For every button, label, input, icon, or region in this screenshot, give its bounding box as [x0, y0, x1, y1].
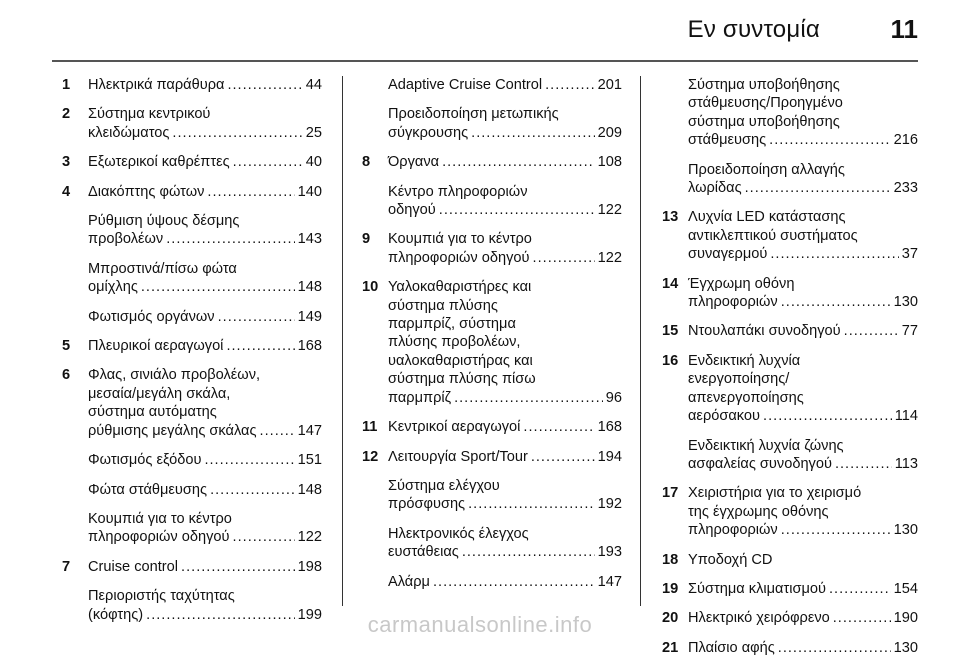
entry-label: ομίχλης	[88, 279, 138, 296]
entry-label: λωρίδας	[688, 180, 742, 197]
entry-text-line: Περιοριστής ταχύτητας	[88, 588, 235, 605]
entry-number: 5	[62, 338, 71, 355]
dot-leader	[207, 183, 294, 201]
entry-row	[688, 521, 918, 539]
entry-label: παρμπρίζ	[388, 389, 452, 406]
index-entry	[362, 525, 622, 562]
entry-row	[88, 422, 322, 440]
entry-page-number: 130	[893, 639, 918, 656]
entry-page-number: 147	[297, 422, 322, 439]
entry-label: Ντουλαπάκι συνοδηγού	[688, 323, 841, 340]
entry-row	[88, 481, 322, 499]
entry-page-number: 190	[893, 610, 918, 627]
entry-label: ευστάθειας	[388, 544, 459, 561]
dot-leader	[218, 308, 295, 326]
entry-text-line: μεσαία/μεγάλη σκάλα,	[88, 385, 231, 402]
entry-text-line: Κουμπιά για το κέντρο	[388, 231, 532, 248]
entry-number: 4	[62, 183, 71, 200]
entry-text-line: στάθμευσης/Προηγμένο	[688, 95, 843, 112]
dot-leader	[433, 573, 595, 591]
entry-label: Adaptive Cruise Control	[388, 77, 543, 93]
entry-page-number: 148	[297, 279, 322, 296]
entry-row	[88, 308, 322, 326]
dot-leader	[181, 558, 295, 576]
entry-text-line: Ρύθμιση ύψους δέσμης	[88, 213, 240, 230]
index-entry	[362, 573, 622, 591]
entry-page-number: 201	[597, 77, 622, 93]
dot-leader	[468, 495, 595, 513]
entry-number: 15	[662, 323, 679, 340]
index-entry	[62, 510, 322, 547]
entry-label: Πλαίσιο αφής	[688, 639, 775, 656]
entry-number: 19	[662, 580, 679, 597]
entry-label: Φωτισμός οργάνων	[88, 308, 215, 325]
entry-text-line: αντικλεπτικού συστήματος	[688, 227, 858, 244]
entry-row	[388, 124, 622, 142]
index-entry	[62, 153, 322, 171]
index-entry	[662, 551, 918, 569]
entry-text-line: πλύσης προβολέων,	[388, 334, 521, 351]
entry-number: 6	[62, 367, 71, 384]
entry-text-line: Μπροστινά/πίσω φώτα	[88, 260, 237, 277]
entry-row	[388, 543, 622, 561]
entry-number: 1	[62, 77, 71, 93]
entry-page-number: 77	[901, 323, 918, 340]
entry-label: ρύθμισης μεγάλης σκάλας	[88, 422, 257, 439]
entry-text-line: Προειδοποίηση αλλαγής	[688, 161, 845, 178]
entry-number: 10	[362, 279, 379, 296]
entry-row	[688, 551, 918, 569]
entry-page-number: 154	[893, 580, 918, 597]
entry-row	[388, 249, 622, 267]
entry-page-number: 199	[297, 606, 322, 623]
entry-number: 18	[662, 551, 679, 568]
entry-row	[388, 201, 622, 219]
entry-page-number: 193	[597, 544, 622, 561]
entry-number: 21	[662, 639, 679, 656]
entry-row	[688, 455, 918, 473]
entry-label: Κεντρικοί αεραγωγοί	[388, 419, 521, 436]
entry-label: κλειδώματος	[88, 124, 170, 141]
entry-number: 13	[662, 209, 679, 226]
entry-label: προβολέων	[88, 231, 164, 248]
entry-page-number: 140	[297, 183, 322, 200]
entry-row	[88, 76, 322, 94]
page-number: 11	[890, 14, 918, 44]
dot-leader	[781, 293, 891, 311]
entry-text-line: Ηλεκτρονικός έλεγχος	[388, 525, 529, 542]
entry-row	[388, 418, 622, 436]
entry-page-number: 130	[893, 522, 918, 539]
entry-label: πληροφοριών	[688, 522, 778, 539]
entry-text-line: Έγχρωμη οθόνη	[688, 275, 795, 292]
index-entry	[662, 352, 918, 426]
entry-page-number: 122	[297, 529, 322, 546]
entry-label: Σύστημα κλιματισμού	[688, 580, 826, 597]
column-divider	[640, 76, 641, 606]
index-entry	[662, 484, 918, 539]
entry-page-number: 108	[597, 154, 622, 171]
entry-row	[388, 448, 622, 466]
entry-row	[88, 558, 322, 576]
index-entry	[362, 153, 622, 171]
entry-page-number: 37	[901, 246, 918, 263]
dot-leader	[172, 124, 302, 142]
entry-text-line: Σύστημα κεντρικού	[88, 106, 211, 123]
entry-page-number: 194	[597, 448, 622, 465]
entry-row	[88, 124, 322, 142]
entry-number: 17	[662, 485, 679, 502]
entry-page-number: 143	[297, 231, 322, 248]
index-entry	[62, 76, 322, 94]
dot-leader	[204, 451, 294, 469]
entry-row	[388, 495, 622, 513]
index-entry	[662, 208, 918, 263]
dot-leader	[227, 76, 302, 94]
index-column-2	[362, 76, 622, 602]
entry-text-line: απενεργοποίησης	[688, 389, 804, 406]
entry-number: 20	[662, 610, 679, 627]
entry-row	[88, 528, 322, 546]
entry-page-number: 216	[893, 132, 918, 149]
index-entry	[362, 230, 622, 267]
entry-label: οδηγού	[388, 202, 436, 219]
entry-label: ασφαλείας συνοδηγού	[688, 455, 832, 472]
entry-text-line: Ενδεικτική λυχνία	[688, 352, 801, 369]
entry-page-number: 96	[605, 389, 622, 406]
entry-text-line: Χειριστήρια για το χειρισμό	[688, 485, 862, 502]
entry-page-number: 148	[297, 481, 322, 498]
entry-text-line: Σύστημα υποβοήθησης	[688, 77, 840, 93]
entry-number: 14	[662, 275, 679, 292]
index-entry	[62, 451, 322, 469]
entry-label: Υποδοχή CD	[688, 551, 773, 568]
dot-leader	[763, 407, 892, 425]
entry-number: 7	[62, 558, 71, 575]
entry-page-number: 25	[305, 124, 322, 141]
dot-leader	[462, 543, 595, 561]
entry-row	[688, 580, 918, 598]
entry-page-number: 40	[305, 154, 322, 171]
entry-text-line: σύστημα πλύσης πίσω	[388, 371, 536, 388]
entry-text-line: Λυχνία LED κατάστασης	[688, 209, 846, 226]
section-title: Εν συντομία	[687, 16, 820, 43]
dot-leader	[442, 153, 595, 171]
entry-label: σύγκρουσης	[388, 124, 469, 141]
entry-row	[688, 322, 918, 340]
entry-text-line: σύστημα υποβοήθησης	[688, 113, 840, 130]
dot-leader	[769, 131, 890, 149]
entry-label: Φωτισμός εξόδου	[88, 452, 202, 469]
entry-page-number: 130	[893, 294, 918, 311]
entry-text-line: Υαλοκαθαριστήρες και	[388, 279, 532, 296]
index-entry	[62, 366, 322, 440]
entry-row	[688, 293, 918, 311]
header-rule	[52, 60, 918, 62]
index-entry	[662, 437, 918, 474]
entry-label: πληροφοριών	[688, 294, 778, 311]
entry-page-number: 149	[297, 308, 322, 325]
entry-page-number: 209	[597, 124, 622, 141]
entry-page-number: 44	[305, 77, 322, 93]
entry-row	[388, 153, 622, 171]
entry-label: Εξωτερικοί καθρέπτες	[88, 154, 230, 171]
entry-row	[88, 337, 322, 355]
page-header	[0, 0, 960, 62]
entry-label: (κόφτης)	[88, 606, 144, 623]
dot-leader	[471, 124, 595, 142]
index-entry	[62, 308, 322, 326]
entry-text-line: σύστημα πλύσης	[388, 297, 498, 314]
entry-label: Διακόπτης φώτων	[88, 183, 205, 200]
entry-text-line: ενεργοποίησης/	[688, 371, 790, 388]
entry-page-number: 151	[297, 452, 322, 469]
entry-number: 3	[62, 154, 71, 171]
index-entry	[662, 580, 918, 598]
entry-page-number: 192	[597, 496, 622, 513]
entry-page-number: 113	[894, 455, 918, 472]
entry-text-line: Σύστημα ελέγχου	[388, 477, 500, 494]
entry-row	[388, 573, 622, 591]
entry-page-number: 168	[597, 419, 622, 436]
entry-label: Ηλεκτρικό χειρόφρενο	[688, 610, 830, 627]
entry-row	[388, 76, 622, 94]
index-column-3	[662, 76, 918, 668]
watermark: carmanualsonline.info	[367, 612, 593, 637]
entry-text-line: Προειδοποίηση μετωπικής	[388, 106, 559, 123]
dot-leader	[835, 455, 892, 473]
entry-page-number: 147	[597, 573, 622, 590]
entry-page-number: 122	[597, 249, 622, 266]
dot-leader	[781, 521, 891, 539]
entry-number: 16	[662, 352, 679, 369]
entry-number: 11	[362, 419, 378, 436]
dot-leader	[844, 322, 899, 340]
dot-leader	[829, 580, 891, 598]
dot-leader	[745, 179, 891, 197]
index-entry	[62, 105, 322, 142]
entry-row	[688, 179, 918, 197]
index-entry	[662, 161, 918, 198]
index-column-1	[62, 76, 322, 635]
index-entry	[362, 278, 622, 407]
index-entry	[362, 477, 622, 514]
dot-leader	[260, 422, 295, 440]
dot-leader	[233, 153, 303, 171]
entry-row	[688, 131, 918, 149]
entry-label: συναγερμού	[688, 246, 768, 263]
dot-leader	[531, 448, 595, 466]
dot-leader	[533, 249, 595, 267]
index-entry	[62, 212, 322, 249]
index-entry	[62, 481, 322, 499]
index-entry	[362, 76, 622, 94]
dot-leader	[770, 245, 898, 263]
entry-label: Πλευρικοί αεραγωγοί	[88, 338, 224, 355]
index-entry	[662, 76, 918, 150]
dot-leader	[166, 230, 294, 248]
entry-row	[88, 153, 322, 171]
dot-leader	[523, 418, 594, 436]
entry-label: Αλάρμ	[388, 573, 430, 590]
dot-leader	[210, 481, 295, 499]
entry-label: Όργανα	[388, 154, 440, 171]
entry-label: Cruise control	[88, 558, 179, 575]
entry-row	[688, 407, 918, 425]
entry-row	[88, 278, 322, 296]
entry-label: πληροφοριών οδηγού	[388, 249, 530, 266]
entry-page-number: 198	[297, 558, 322, 575]
dot-leader	[141, 278, 295, 296]
entry-row	[388, 389, 622, 407]
entry-page-number: 114	[894, 408, 918, 425]
entry-number: 2	[62, 106, 71, 123]
entry-text-line: Ενδεικτική λυχνία ζώνης	[688, 437, 844, 454]
entry-row	[88, 451, 322, 469]
entry-page-number: 233	[893, 180, 918, 197]
entry-text-line: Φλας, σινιάλο προβολέων,	[88, 367, 261, 384]
entry-label: πρόσφυσης	[388, 496, 466, 513]
dot-leader	[439, 201, 595, 219]
entry-row	[88, 183, 322, 201]
index-entry	[62, 183, 322, 201]
index-entry	[362, 418, 622, 436]
entry-text-line: υαλοκαθαριστήρας και	[388, 352, 533, 369]
entry-label: Λειτουργία Sport/Tour	[388, 448, 528, 465]
index-entry	[362, 448, 622, 466]
dot-leader	[545, 76, 595, 94]
index-entry	[62, 558, 322, 576]
index-entry	[662, 275, 918, 312]
index-entry	[62, 337, 322, 355]
entry-text-line: σύστημα αυτόματης	[88, 404, 217, 421]
index-entry	[62, 260, 322, 297]
entry-label: στάθμευσης	[688, 132, 767, 149]
entry-label: Ηλεκτρικά παράθυρα	[88, 77, 225, 93]
entry-label: Φώτα στάθμευσης	[88, 481, 208, 498]
dot-leader	[233, 528, 295, 546]
dot-leader	[454, 389, 603, 407]
entry-text-line: παρμπρίζ, σύστημα	[388, 316, 516, 333]
entry-row	[688, 245, 918, 263]
entry-number: 12	[362, 448, 379, 465]
column-divider	[342, 76, 343, 606]
entry-label: πληροφοριών οδηγού	[88, 529, 230, 546]
entry-label: αερόσακου	[688, 408, 761, 425]
entry-number: 8	[362, 154, 371, 171]
index-entry	[362, 183, 622, 220]
index-entry	[362, 105, 622, 142]
entry-text-line: Κουμπιά για το κέντρο	[88, 510, 232, 527]
entry-row	[88, 230, 322, 248]
entry-page-number: 168	[297, 338, 322, 355]
entry-number: 9	[362, 231, 371, 248]
dot-leader	[226, 337, 294, 355]
index-entry	[662, 322, 918, 340]
entry-text-line: της έγχρωμης οθόνης	[688, 503, 829, 520]
entry-page-number: 122	[597, 202, 622, 219]
entry-text-line: Κέντρο πληροφοριών	[388, 183, 528, 200]
